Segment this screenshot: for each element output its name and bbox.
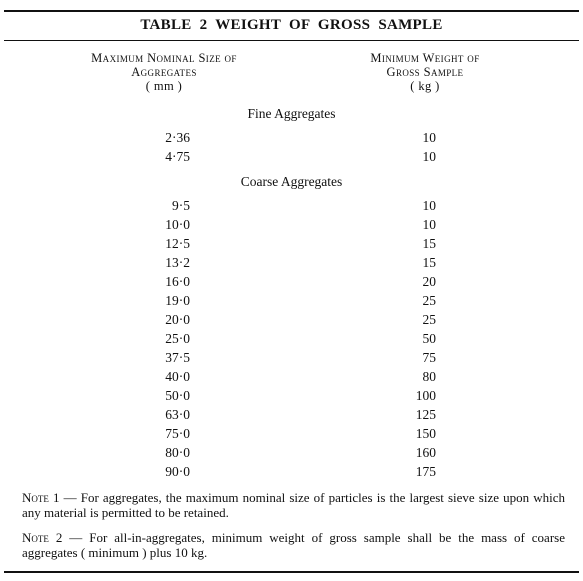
table-row	[0, 130, 583, 149]
weight-cell: 15	[422, 255, 436, 270]
size-cell: 9·5	[172, 198, 190, 213]
weight-cell: 50	[422, 331, 436, 346]
section-label-fine: Fine Aggregates	[247, 106, 336, 121]
weight-cell: 20	[422, 274, 436, 289]
section-label-coarse: Coarse Aggregates	[240, 174, 343, 189]
column-header-weight-line1: Minimum Weight of	[370, 51, 480, 65]
weight-cell: 150	[415, 426, 436, 441]
table-row	[0, 236, 583, 255]
size-cell: 20·0	[165, 312, 190, 327]
size-cell: 37·5	[165, 350, 190, 365]
top-rule	[4, 10, 579, 12]
size-cell: 12·5	[165, 236, 190, 251]
size-cell: 16·0	[165, 274, 190, 289]
size-cell: 10·0	[165, 217, 190, 232]
column-header-weight-unit: ( kg )	[410, 79, 440, 93]
weight-cell: 80	[422, 369, 436, 384]
note-2-label: Note 2	[22, 530, 63, 545]
size-cell: 63·0	[165, 407, 190, 422]
weight-cell: 25	[422, 293, 436, 308]
column-header-size	[49, 51, 279, 93]
size-cell: 2·36	[165, 130, 190, 145]
weight-cell: 125	[415, 407, 436, 422]
table-row	[0, 350, 583, 369]
table-row	[0, 445, 583, 464]
weight-cell: 160	[415, 445, 436, 460]
note-1	[22, 490, 565, 520]
column-header-size-line1: Maximum Nominal Size of	[91, 51, 237, 65]
table-row	[0, 388, 583, 407]
size-cell: 13·2	[165, 255, 190, 270]
table-row	[0, 149, 583, 168]
bottom-rule	[4, 571, 579, 573]
weight-cell: 75	[422, 350, 436, 365]
weight-cell: 10	[422, 149, 436, 164]
column-header-weight-line2: Gross Sample	[386, 65, 464, 79]
column-header-weight	[310, 51, 540, 93]
column-header-size-unit: ( mm )	[145, 79, 183, 93]
table-row	[0, 274, 583, 293]
note-2	[22, 530, 565, 560]
weight-cell: 10	[422, 198, 436, 213]
size-cell: 25·0	[165, 331, 190, 346]
table-row	[0, 426, 583, 445]
table-title: TABLE 2 WEIGHT OF GROSS SAMPLE	[140, 17, 443, 33]
table-row	[0, 217, 583, 236]
note-1-text: — For aggregates, the maximum nominal size of particles is the largest sieve size upon which any material is permitted to be retained.	[22, 490, 565, 520]
table-row	[0, 293, 583, 312]
table-row	[0, 255, 583, 274]
weight-cell: 10	[422, 217, 436, 232]
size-cell: 75·0	[165, 426, 190, 441]
table-row	[0, 407, 583, 426]
note-1-label: Note 1	[22, 490, 60, 505]
weight-cell: 100	[415, 388, 436, 403]
table-row	[0, 369, 583, 388]
weight-cell: 25	[422, 312, 436, 327]
size-cell: 50·0	[165, 388, 190, 403]
column-header-size-line2: Aggregates	[131, 65, 197, 79]
table-row	[0, 331, 583, 350]
table-row	[0, 464, 583, 483]
size-cell: 4·75	[165, 149, 190, 164]
header-rule	[4, 40, 579, 41]
note-2-text: — For all-in-aggregates, minimum weight of gross sample shall be the mass of coarse aggregates ( minimum ) plus 10 kg.	[22, 530, 565, 560]
table-row	[0, 198, 583, 217]
size-cell: 19·0	[165, 293, 190, 308]
size-cell: 90·0	[165, 464, 190, 479]
size-cell: 40·0	[165, 369, 190, 384]
table-row	[0, 312, 583, 331]
weight-cell: 175	[415, 464, 436, 479]
weight-cell: 15	[422, 236, 436, 251]
size-cell: 80·0	[165, 445, 190, 460]
weight-cell: 10	[422, 130, 436, 145]
